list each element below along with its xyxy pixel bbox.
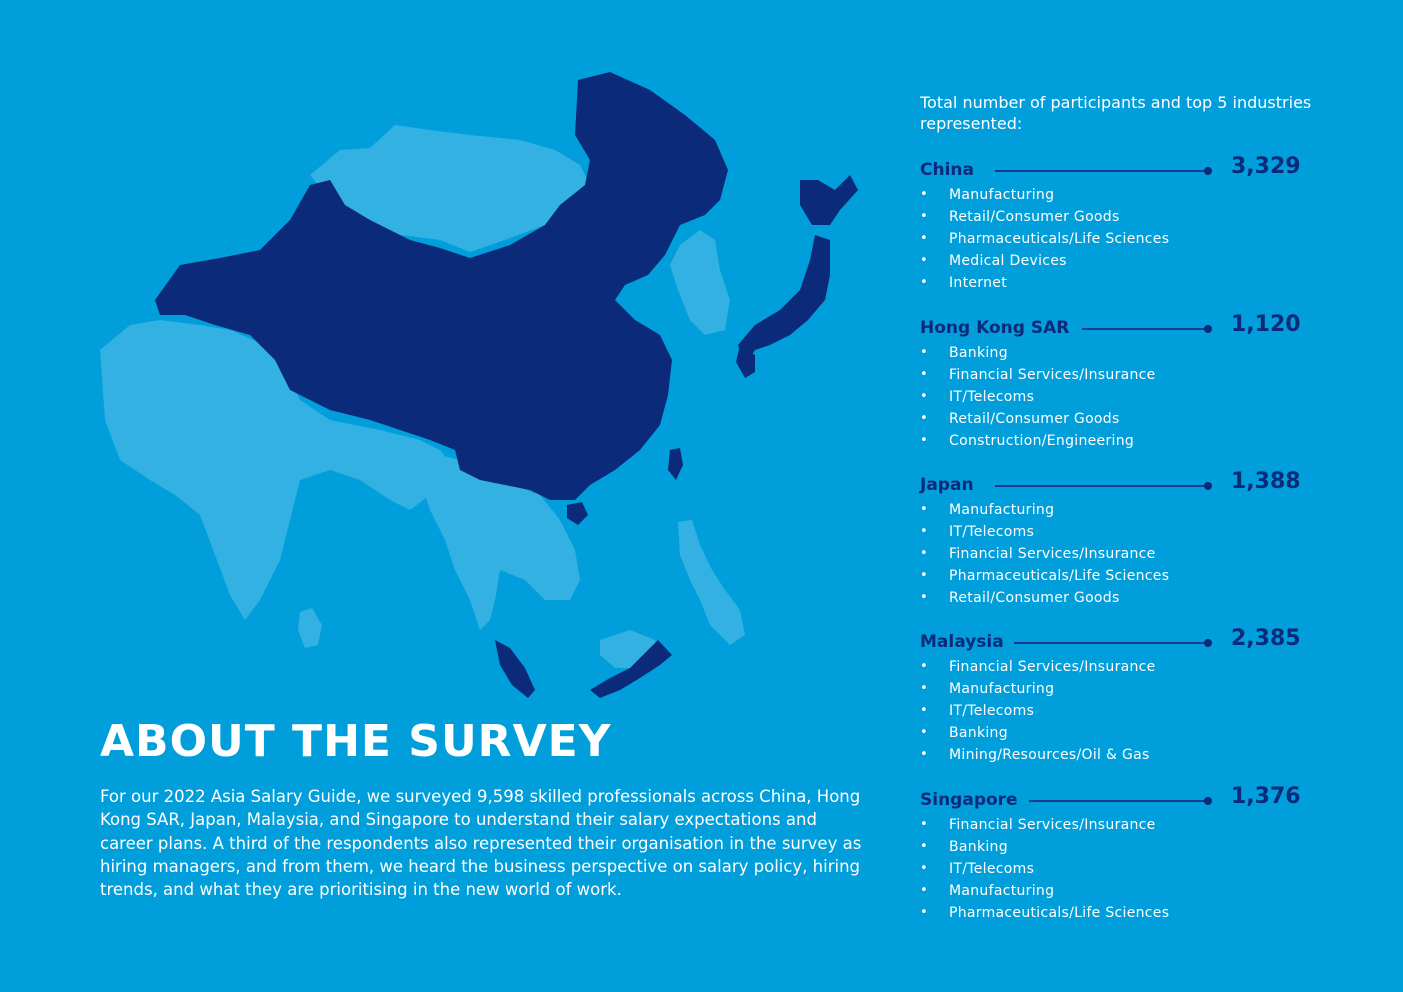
list-item: • Mining/Resources/Oil & Gas xyxy=(920,744,1310,766)
leader-dot xyxy=(1204,797,1212,805)
list-item: • Pharmaceuticals/Life Sciences xyxy=(920,565,1310,587)
philippines-shape xyxy=(678,520,745,645)
list-item: • Manufacturing xyxy=(920,499,1310,521)
participant-total: 1,120 xyxy=(1231,312,1301,337)
leader-line xyxy=(995,485,1207,487)
leader-dot xyxy=(1204,325,1212,333)
leader-line xyxy=(995,170,1207,172)
list-item: • Banking xyxy=(920,836,1310,858)
list-item: • Financial Services/Insurance xyxy=(920,656,1310,678)
leader-line xyxy=(1029,800,1207,802)
industry-list xyxy=(920,499,1310,609)
participants-panel xyxy=(920,92,1320,921)
country-header xyxy=(920,469,1310,499)
country-header xyxy=(920,626,1310,656)
industry-list xyxy=(920,814,1310,924)
list-item: • IT/Telecoms xyxy=(920,521,1310,543)
sri-lanka-shape xyxy=(298,608,322,648)
leader-line xyxy=(1014,642,1207,644)
list-item: • Pharmaceuticals/Life Sciences xyxy=(920,228,1310,250)
list-item: • Medical Devices xyxy=(920,250,1310,272)
list-item: • Retail/Consumer Goods xyxy=(920,408,1310,430)
list-item: • Banking xyxy=(920,722,1310,744)
country-name: Singapore xyxy=(920,790,1018,810)
korea-shape xyxy=(670,230,730,335)
industry-list xyxy=(920,656,1310,766)
asia-map xyxy=(95,68,885,708)
list-item: • Financial Services/Insurance xyxy=(920,364,1310,386)
country-name: China xyxy=(920,160,974,180)
country-name: Malaysia xyxy=(920,632,1004,652)
list-item: • IT/Telecoms xyxy=(920,386,1310,408)
leader-dot xyxy=(1204,639,1212,647)
page-title: ABOUT THE SURVEY xyxy=(100,716,612,767)
leader-dot xyxy=(1204,482,1212,490)
participant-total: 3,329 xyxy=(1231,154,1301,179)
country-block-malaysia xyxy=(920,626,1310,766)
country-block-japan xyxy=(920,469,1310,609)
list-item: • Retail/Consumer Goods xyxy=(920,587,1310,609)
japan-honshu-shape xyxy=(738,235,830,365)
leader-line xyxy=(1082,328,1207,330)
list-item: • IT/Telecoms xyxy=(920,700,1310,722)
country-name: Japan xyxy=(920,475,974,495)
list-item: • Manufacturing xyxy=(920,678,1310,700)
list-item: • Internet xyxy=(920,272,1310,294)
list-item: • Manufacturing xyxy=(920,184,1310,206)
malaysia-peninsula-shape xyxy=(495,640,535,698)
list-item: • Banking xyxy=(920,342,1310,364)
country-header xyxy=(920,784,1310,814)
country-block-china xyxy=(920,154,1310,294)
industry-list xyxy=(920,342,1310,452)
list-item: • Construction/Engineering xyxy=(920,430,1310,452)
participant-total: 1,388 xyxy=(1231,469,1301,494)
participant-total: 1,376 xyxy=(1231,784,1301,809)
list-item: • Financial Services/Insurance xyxy=(920,543,1310,565)
participant-total: 2,385 xyxy=(1231,626,1301,651)
panel-heading: Total number of participants and top 5 industries represented: xyxy=(920,93,1312,133)
leader-dot xyxy=(1204,167,1212,175)
japan-hokkaido-shape xyxy=(800,175,858,225)
list-item: • IT/Telecoms xyxy=(920,858,1310,880)
list-item: • Financial Services/Insurance xyxy=(920,814,1310,836)
country-block-hong-kong xyxy=(920,312,1310,452)
country-header xyxy=(920,312,1310,342)
taiwan-shape xyxy=(668,448,683,480)
list-item: • Manufacturing xyxy=(920,880,1310,902)
list-item: • Pharmaceuticals/Life Sciences xyxy=(920,902,1310,924)
survey-intro-paragraph: For our 2022 Asia Salary Guide, we surveyed 9,598 skilled professionals across China, Hong Kong SAR, Japan, Malaysia, and Singapore to understand their salary expectations and career plans. A third of the respondents also represented their organisation in the survey as hiring managers, and from them, we heard the business perspective on salary policy, hiring trends, and what they are prioritising in the new world of work. xyxy=(100,787,862,900)
country-block-singapore xyxy=(920,784,1310,924)
country-name: Hong Kong SAR xyxy=(920,318,1070,338)
industry-list xyxy=(920,184,1310,294)
hainan-shape xyxy=(567,502,588,525)
country-header xyxy=(920,154,1310,184)
list-item: • Retail/Consumer Goods xyxy=(920,206,1310,228)
